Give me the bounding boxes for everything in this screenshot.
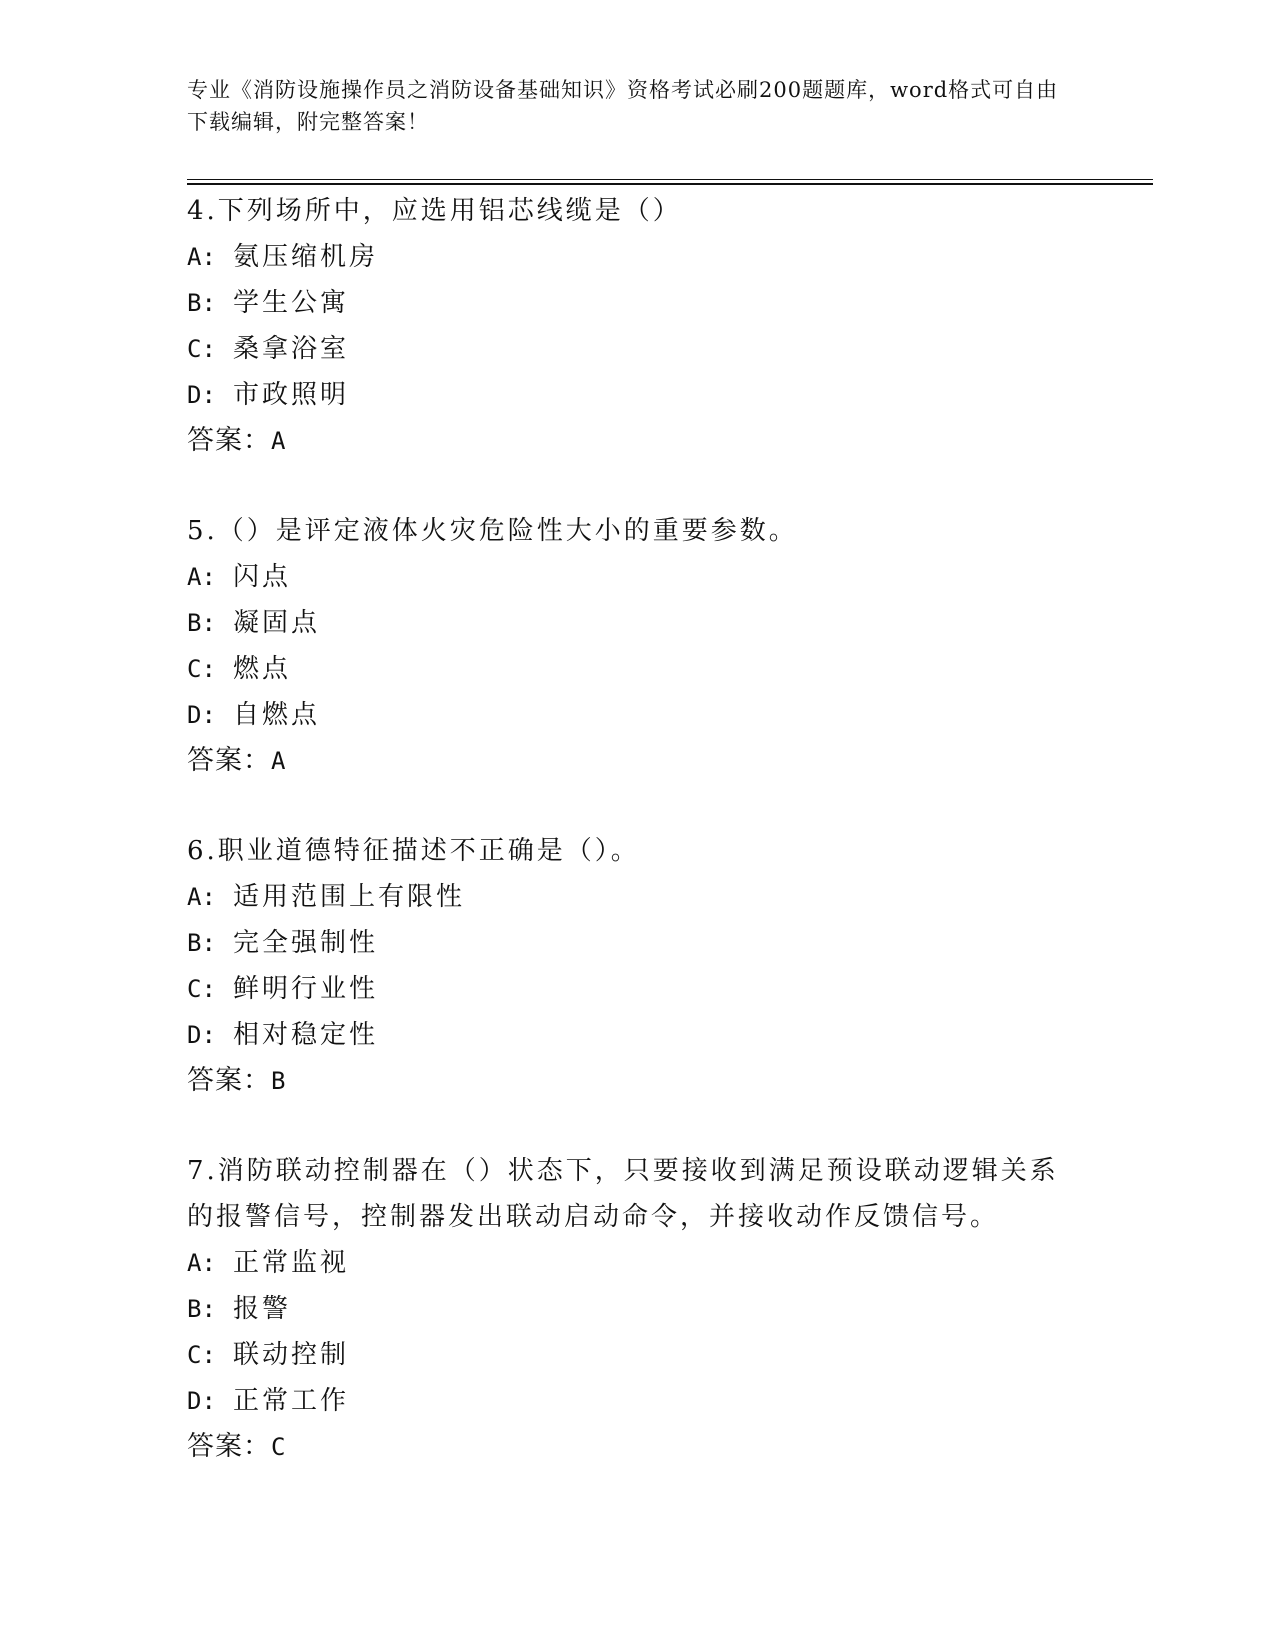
answer-label: 答案： [187,745,271,776]
option-letter: D: [187,1387,216,1415]
option-letter: C: [187,1341,216,1369]
question-text: 5.（）是评定液体火灾危险性大小的重要参数。 [187,516,798,546]
question-7 [187,1148,1087,1470]
question-text: 6.职业道德特征描述不正确是（）。 [187,836,640,866]
option-b [187,280,1087,326]
option-letter: D: [187,381,216,409]
answer-value: A [271,427,287,455]
option-d [187,1378,1087,1424]
option-b [187,1286,1087,1332]
answer-value: B [271,1067,287,1095]
option-text: 学生公寓 [233,288,350,318]
header-divider-thin [187,179,1153,180]
answer-value: A [271,747,287,775]
question-text: 4.下列场所中，应选用铝芯线缆是（） [187,196,682,226]
answer-label: 答案： [187,1065,271,1096]
option-a [187,1240,1087,1286]
option-letter: A: [187,243,216,271]
option-c [187,966,1087,1012]
option-b [187,600,1087,646]
option-letter: A: [187,1249,216,1277]
option-text: 相对稳定性 [233,1020,379,1050]
question-5 [187,508,1087,784]
option-text: 凝固点 [233,608,321,638]
option-letter: B: [187,929,216,957]
option-letter: D: [187,701,216,729]
answer-line [187,1424,1087,1470]
option-text: 报警 [233,1294,292,1324]
option-letter: B: [187,1295,216,1323]
option-c [187,646,1087,692]
header-divider-thick [187,183,1153,185]
option-text: 燃点 [233,654,292,684]
answer-label: 答案： [187,1431,271,1462]
answer-line [187,418,1087,464]
option-d [187,372,1087,418]
question-6 [187,828,1087,1104]
option-a [187,874,1087,920]
document-header: 专业《消防设施操作员之消防设备基础知识》资格考试必刷200题题库，word格式可自由下载编辑，附完整答案！ [187,78,1059,134]
option-d [187,692,1087,738]
option-letter: D: [187,1021,216,1049]
option-b [187,920,1087,966]
question-4 [187,188,1087,464]
option-a [187,234,1087,280]
answer-value: C [271,1433,287,1461]
option-letter: A: [187,563,216,591]
option-text: 联动控制 [233,1340,350,1370]
answer-label: 答案： [187,425,271,456]
option-letter: A: [187,883,216,911]
answer-line [187,1058,1087,1104]
option-text: 鲜明行业性 [233,974,379,1004]
option-text: 正常工作 [233,1386,350,1416]
answer-line [187,738,1087,784]
option-text: 闪点 [233,562,292,592]
option-letter: C: [187,655,216,683]
option-a [187,554,1087,600]
option-text: 完全强制性 [233,928,379,958]
option-text: 正常监视 [233,1248,350,1278]
option-c [187,326,1087,372]
option-letter: B: [187,289,216,317]
option-text: 桑拿浴室 [233,334,350,364]
option-letter: C: [187,335,216,363]
option-text: 氨压缩机房 [233,242,379,272]
option-text: 自燃点 [233,700,321,730]
option-d [187,1012,1087,1058]
option-letter: B: [187,609,216,637]
option-text: 适用范围上有限性 [233,882,466,912]
option-c [187,1332,1087,1378]
option-text: 市政照明 [233,380,350,410]
option-letter: C: [187,975,216,1003]
question-text: 7.消防联动控制器在（）状态下，只要接收到满足预设联动逻辑关系的报警信号，控制器发出联动启动命令，并接收动作反馈信号。 [187,1156,1059,1232]
